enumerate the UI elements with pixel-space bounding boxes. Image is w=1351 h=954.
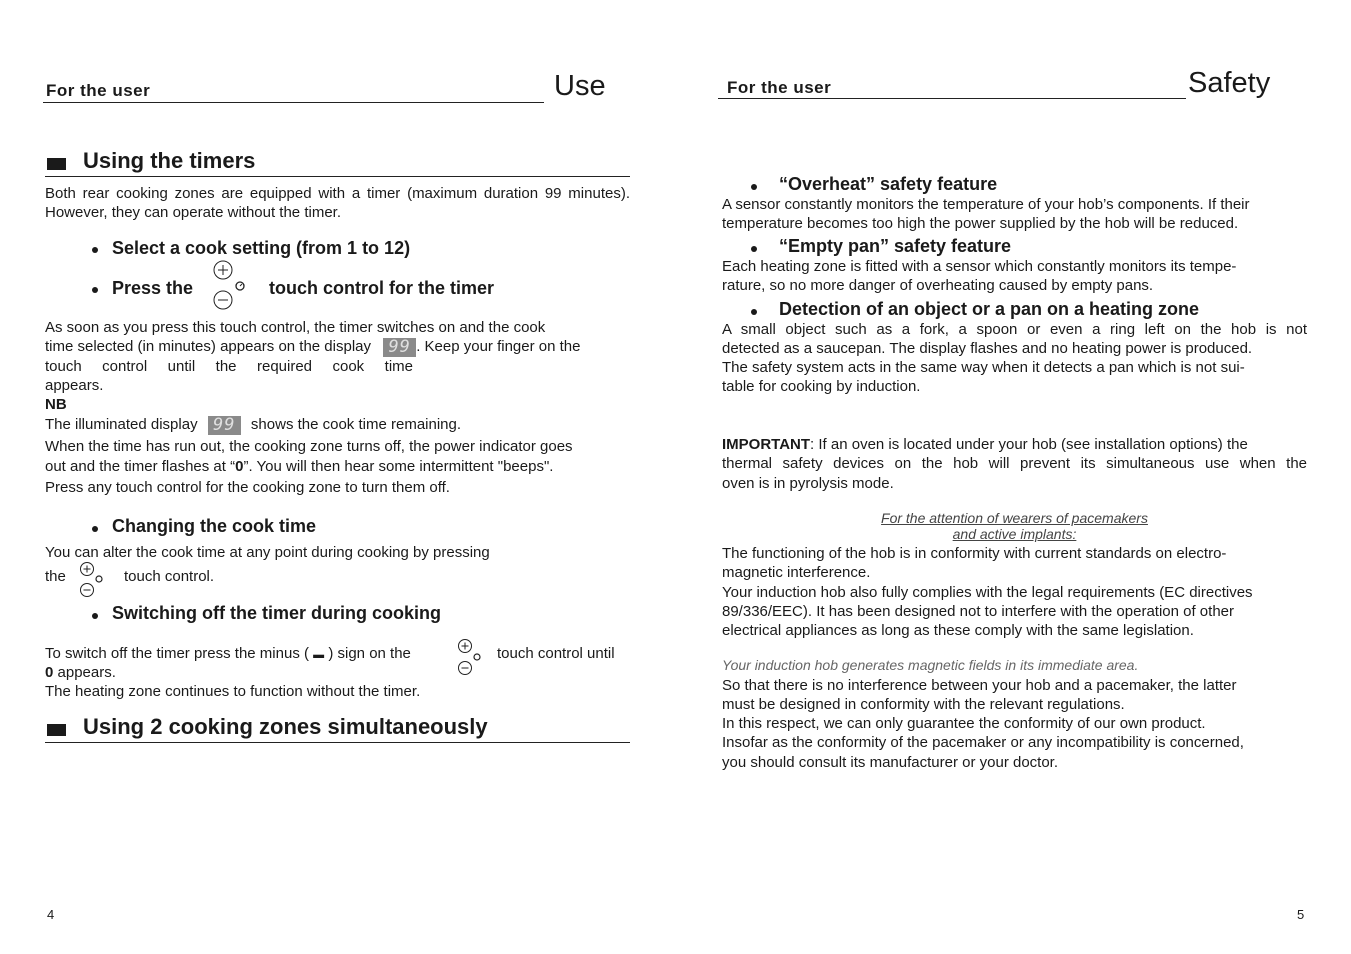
important-line3: oven is in pyrolysis mode. <box>722 475 894 492</box>
important-text1: : If an oven is located under your hob (see installation options) the <box>810 436 1248 453</box>
right-header-for-the-user: For the user <box>727 78 832 97</box>
para2-line1: When the time has run out, the cooking zone turns off, the power indicator goes <box>45 438 573 455</box>
section-square-marker <box>47 158 66 170</box>
timer-plus-minus-icon <box>79 561 105 599</box>
section-title-using-timers: Using the timers <box>83 148 256 173</box>
pacemaker-line1: So that there is no interference between your hob and a pacemaker, the latter <box>722 677 1237 694</box>
para1-line2b: . Keep your finger on the <box>416 338 581 355</box>
magnetic-fields-note: Your induction hob generates magnetic fields in its immediate area. <box>722 657 1139 673</box>
nb-line-a: The illuminated display <box>45 416 198 433</box>
bullet-changing-cook-time: Changing the cook time <box>112 516 317 536</box>
para4-line3: The heating zone continues to function without the timer. <box>45 683 421 700</box>
para1-line3: touch control until the required cook time <box>45 358 413 375</box>
para4-appears: appears. <box>53 664 116 681</box>
para1-line1: As soon as you press this touch control, the timer switches on and the cook <box>45 319 546 336</box>
left-header-rule <box>43 102 544 103</box>
bullet-press-label: Press the <box>112 278 194 298</box>
detection-line2: detected as a saucepan. The display flashes and no heating power is produced. <box>722 340 1253 357</box>
section-title-two-zones: Using 2 cooking zones simultaneously <box>83 714 488 739</box>
para2-line2 <box>45 457 553 476</box>
bullet-dot <box>92 247 98 253</box>
timer-display-icon: 99 <box>383 338 416 357</box>
bullet-empty-pan: “Empty pan” safety feature <box>779 236 1012 256</box>
left-page-title: Use <box>554 70 606 102</box>
right-page-title: Safety <box>1188 67 1271 99</box>
para3-line1: You can alter the cook time at any point during cooking by pressing <box>45 544 490 561</box>
bullet-dot <box>92 613 98 619</box>
bullet-overheat: “Overheat” safety feature <box>779 174 998 194</box>
minus-sign-icon: ▬ <box>313 649 325 661</box>
attention-heading-line2: and active implants: <box>952 526 1077 542</box>
nb-line <box>45 415 461 435</box>
timer-plus-minus-icon <box>456 638 484 678</box>
bullet-detection: Detection of an object or a pan on a heating zone <box>779 299 1200 319</box>
detection-line1: A small object such as a fork, a spoon or even a ring left on the hob is not <box>722 321 1307 338</box>
pacemaker-line4: Insofar as the conformity of the pacemaker or any incompatibility is concerned, <box>722 734 1244 751</box>
bullet-dot <box>92 287 98 293</box>
emc-line1: The functioning of the hob is in conformity with current standards on electro- <box>722 545 1227 562</box>
bullet-touch-control-timer: touch control for the timer <box>269 278 494 298</box>
para2-line3: Press any touch control for the cooking zone to turn them off. <box>45 479 450 496</box>
emc-line2: magnetic interference. <box>722 564 871 581</box>
empty-pan-line1: Each heating zone is fitted with a sensor which constantly monitors its tempe- <box>722 258 1237 275</box>
bullet-dot <box>751 184 757 190</box>
para1-line4: appears. <box>45 377 104 394</box>
para1-line2a: time selected (in minutes) appears on the display <box>45 338 372 355</box>
important-label: IMPORTANT <box>722 436 811 453</box>
detection-line3: The safety system acts in the same way when it detects a pan which is not sui- <box>722 359 1245 376</box>
illuminated-display-icon: 99 <box>208 416 241 435</box>
para4-text-a: To switch off the timer press the minus ( <box>45 645 309 662</box>
pacemaker-line3: In this respect, we can only guarantee the conformity of our own product. <box>722 715 1206 732</box>
emc-line3: Your induction hob also fully complies with the legal requirements (EC directives <box>722 584 1253 601</box>
para4-line1c: touch control until <box>497 645 615 662</box>
emc-line4: 89/336/EEC). It has been designed not to interfere with the operation of other <box>722 603 1234 620</box>
section-rule <box>45 742 630 743</box>
para3-touch-control: touch control. <box>124 568 215 585</box>
empty-pan-line2: rature, so no more danger of overheating caused by empty pans. <box>722 277 1154 294</box>
page-number-right: 5 <box>1297 907 1305 922</box>
section-rule <box>45 176 630 177</box>
bullet-switching-off-timer: Switching off the timer during cooking <box>112 603 441 623</box>
bullet-dot <box>92 526 98 532</box>
para4-bold-zero: 0 <box>45 664 54 681</box>
para2-line2a: out and the timer flashes at “ <box>45 458 236 475</box>
para2-line2b: ”. You will then hear some intermittent "beeps". <box>243 458 554 475</box>
page-number-left: 4 <box>47 907 55 922</box>
important-line2: thermal safety devices on the hob will prevent its simultaneous use when the <box>722 455 1307 472</box>
para4-text-b: ) sign on the <box>328 645 411 662</box>
important-line1 <box>722 435 1248 454</box>
section-square-marker <box>47 724 66 736</box>
para2-bold-zero: 0 <box>235 458 244 475</box>
overheat-line2: temperature becomes too high the power supplied by the hob will be reduced. <box>722 215 1239 232</box>
nb-label: NB <box>45 396 67 413</box>
right-header-rule <box>718 98 1186 99</box>
left-header-for-the-user: For the user <box>46 81 151 100</box>
bullet-dot <box>751 309 757 315</box>
intro-paragraph: Both rear cooking zones are equipped with a timer (maximum duration 99 minutes). However, they can operate without the timer. <box>45 185 630 222</box>
timer-plus-minus-icon <box>212 260 248 312</box>
overheat-line1: A sensor constantly monitors the temperature of your hob’s components. If their <box>722 196 1250 213</box>
para4-line2 <box>45 663 116 682</box>
detection-line4: table for cooking by induction. <box>722 378 921 395</box>
pacemaker-line5: you should consult its manufacturer or your doctor. <box>722 754 1059 771</box>
attention-heading-line1: For the attention of wearers of pacemakers <box>881 510 1148 526</box>
nb-line-b: shows the cook time remaining. <box>250 416 462 433</box>
para3-the: the <box>45 568 66 585</box>
bullet-dot <box>751 246 757 252</box>
pacemaker-line2: must be designed in conformity with the relevant regulations. <box>722 696 1125 713</box>
bullet-select-cook-setting: Select a cook setting (from 1 to 12) <box>112 238 411 258</box>
emc-line5: electrical appliances as long as these comply with the same legislation. <box>722 622 1194 639</box>
para1-line2 <box>45 337 630 357</box>
